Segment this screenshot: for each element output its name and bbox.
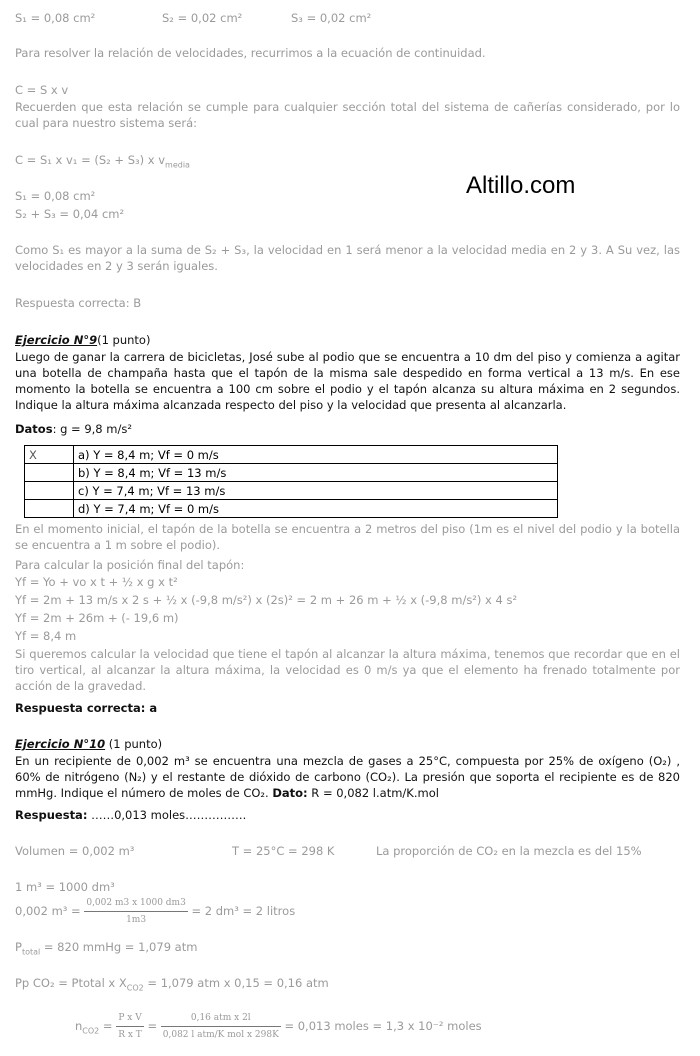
- ex10-title: Ejercicio N°10: [15, 737, 106, 751]
- option-mark: [25, 464, 74, 482]
- ex10-answer: [15, 807, 246, 823]
- n-fraction-2: [161, 1010, 281, 1043]
- ex9-statement: Luego de ganar la carrera de bicicletas, José sube al podio que se encuentra a 10 dm del piso y comienza a agitar una botella de champaña hasta que el tapón de la misma sale despedido en forma vertical a 13 m/s. En ese momento la botella se encuentra a 100 cm sobre el podio y el tapón alcanza su altura máxima en 2 segundos. Indique la altura máxima alcanzada respecto del piso y la velocidad que presenta al alcanzarla.: [15, 350, 680, 412]
- n-f2-num: 0,16 atm x 2l: [161, 1010, 281, 1027]
- ex10-co2-proportion: La proporción de CO₂ en la mezcla es del 15%: [376, 844, 642, 858]
- ptotal-label: P: [15, 940, 22, 954]
- ex9-formula-3: Yf = 2m + 26m + (- 19,6 m): [15, 611, 179, 625]
- conv-fraction: [84, 895, 187, 928]
- ex10-dato-value: R = 0,082 l.atm/K.mol: [307, 786, 439, 800]
- n-eq: =: [99, 1019, 117, 1033]
- ex10-answer-label: Respuesta:: [15, 808, 88, 822]
- ex9-datos: [15, 421, 132, 437]
- ptotal-sub: total: [21, 947, 41, 957]
- ex9-options-table: [24, 445, 558, 518]
- option-row: [25, 500, 558, 518]
- ex10-partial-pressure: [15, 975, 329, 991]
- ex9-answer: Respuesta correcta: a: [15, 701, 158, 715]
- ex10-ptotal: [15, 939, 197, 955]
- continuity-note: Recuerden que esta relación se cumple para cualquier sección total del sistema de cañerías considerado, por lo cual para nuestro sistema será:: [15, 100, 680, 130]
- continuity-eq: C = S x v: [15, 83, 69, 97]
- answer-prev: Respuesta correcta: B: [15, 296, 142, 310]
- ex10-statement: [15, 753, 680, 801]
- ex9-formula-4: Yf = 8,4 m: [15, 629, 77, 643]
- ex9-formula-1: Yf = Yo + vo x t + ½ x g x t²: [15, 575, 178, 589]
- ex9-title: Ejercicio N°9: [15, 333, 98, 347]
- pp-sub: CO2: [126, 983, 144, 993]
- option-text: b) Y = 8,4 m; Vf = 13 m/s: [74, 464, 558, 482]
- n-label: n: [75, 1019, 83, 1033]
- n-eq-2: =: [147, 1019, 161, 1033]
- pp-value: = 1,079 atm x 0,15 = 0,16 atm: [143, 976, 329, 990]
- ex10-conversion-1: 1 m³ = 1000 dm³: [15, 880, 115, 894]
- ex10-conversion-2: [15, 895, 295, 928]
- ex10-statement-text: En un recipiente de 0,002 m³ se encuentra una mezcla de gases a 25°C, compuesta por 25% de oxígeno (O₂) , 60% de nitrógeno (N₂) y el restante de dióxido de carbono (CO₂). La presión que soporta el recipiente es de 820 mmHg. Indique el número de moles de CO₂.: [15, 754, 680, 800]
- option-row: [25, 464, 558, 482]
- ex9-datos-value: : g = 9,8 m/s²: [52, 422, 132, 436]
- option-row: [25, 446, 558, 464]
- continuity-intro: Para resolver la relación de velocidades, recurrimos a la ecuación de continuidad.: [15, 46, 486, 60]
- option-mark: X: [25, 446, 74, 464]
- conv-num: 0,002 m3 x 1000 dm3: [84, 895, 187, 912]
- n-sub: CO2: [82, 1026, 100, 1036]
- ex10-answer-value: ……0,013 moles…………….: [87, 808, 247, 822]
- s2-s3-sum: S₂ + S₃ = 0,04 cm²: [15, 207, 125, 221]
- velocity-conclusion: Como S₁ es mayor a la suma de S₂ + S₃, la velocidad en 1 será menor a la velocidad media en 2 y 3. A Su vez, las velocidades en 2 y 3 serán iguales.: [15, 243, 680, 273]
- s1-restated: S₁ = 0,08 cm²: [15, 189, 96, 203]
- option-mark: [25, 500, 74, 518]
- pp-label: Pp CO₂ = Ptotal x X: [15, 976, 127, 990]
- ex9-datos-label: Datos: [15, 422, 53, 436]
- ex9-header: [15, 332, 150, 348]
- n-result: = 0,013 moles = 1,3 x 10⁻² moles: [284, 1019, 482, 1033]
- ex9-solution-position: Para calcular la posición final del tapón:: [15, 558, 245, 572]
- continuity-system-eq-text: C = S₁ x v₁ = (S₂ + S₃) x v: [15, 153, 166, 167]
- option-text: c) Y = 7,4 m; Vf = 13 m/s: [74, 482, 558, 500]
- conv-right: = 2 dm³ = 2 litros: [191, 904, 296, 918]
- option-row: [25, 482, 558, 500]
- media-sub: media: [165, 160, 190, 170]
- ptotal-value: = 820 mmHg = 1,079 atm: [40, 940, 198, 954]
- n-fraction-1: [116, 1010, 144, 1043]
- ex10-points: (1 punto): [105, 737, 163, 751]
- s1-value: S₁ = 0,08 cm²: [15, 11, 96, 25]
- ex10-volume: Volumen = 0,002 m³: [15, 844, 135, 858]
- option-text: d) Y = 7,4 m; Vf = 0 m/s: [74, 500, 558, 518]
- n-f2-den: 0,082 l atm/K mol x 298K: [162, 1030, 279, 1040]
- ex9-formula-2: Yf = 2m + 13 m/s x 2 s + ½ x (-9,8 m/s²) x (2s)² = 2 m + 26 m + ½ x (-9,8 m/s²) x 4 s²: [15, 593, 518, 607]
- ex10-header: [15, 736, 162, 752]
- conv-den: 1m3: [126, 915, 147, 925]
- n-f1-num: P x V: [116, 1010, 144, 1027]
- watermark: Altillo.com: [466, 172, 576, 199]
- ex10-moles: [75, 1010, 482, 1043]
- conv-left: 0,002 m³ =: [15, 904, 81, 918]
- ex9-points: (1 punto): [97, 333, 151, 347]
- ex9-velocity-note: Si queremos calcular la velocidad que tiene el tapón al alcanzar la altura máxima, tenemos que recordar que en el tiro vertical, al alcanzar la altura máxima, la velocidad es 0 m/s ya que el elemento ha frenado totalmente por acción de la gravedad.: [15, 647, 680, 693]
- s2-value: S₂ = 0,02 cm²: [162, 11, 243, 25]
- ex10-dato-label: Dato:: [272, 786, 308, 800]
- n-f1-den: R x T: [118, 1030, 142, 1040]
- ex10-temperature: T = 25°C = 298 K: [232, 844, 335, 858]
- option-mark: [25, 482, 74, 500]
- continuity-system-eq: [15, 152, 190, 168]
- s3-value: S₃ = 0,02 cm²: [291, 11, 372, 25]
- ex9-solution-intro: En el momento inicial, el tapón de la botella se encuentra a 2 metros del piso (1m es el nivel del podio y la botella se encuentra a 1 m sobre el podio).: [15, 522, 680, 552]
- option-text: a) Y = 8,4 m; Vf = 0 m/s: [74, 446, 558, 464]
